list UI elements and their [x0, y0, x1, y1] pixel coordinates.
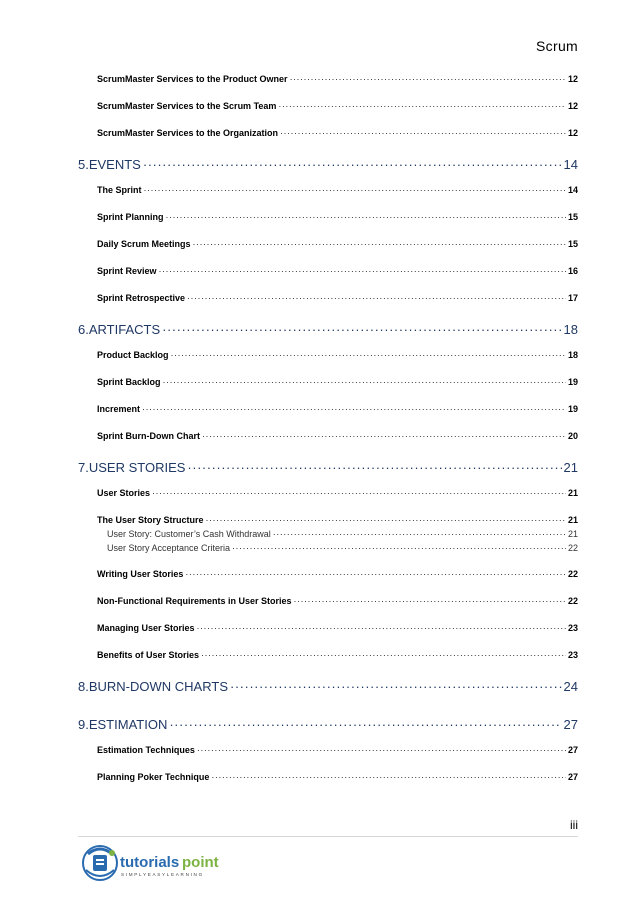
toc-leader-dots: [152, 488, 566, 498]
toc-entry-title: Sprint Review: [97, 266, 157, 276]
toc-leader-dots: [202, 431, 566, 441]
toc-entry-title: ScrumMaster Services to the Scrum Team: [97, 101, 277, 111]
toc-entry-title: Sprint Retrospective: [97, 293, 186, 303]
toc-section[interactable]: [78, 185, 578, 196]
toc-leader-dots: [159, 266, 566, 276]
toc-page-number: 16: [567, 266, 578, 276]
toc-page-number: 27: [567, 745, 578, 755]
toc-leader-dots: [193, 239, 566, 249]
toc-chapter[interactable]: [78, 679, 578, 699]
toc-entry-title: Sprint Backlog: [97, 377, 161, 387]
toc-page-number: 15: [567, 212, 578, 222]
page-header: Scrum: [536, 38, 578, 54]
toc-leader-dots: [163, 377, 566, 387]
toc-leader-dots: [211, 772, 566, 782]
toc-page-number: 14: [563, 157, 578, 172]
toc-chapter-number: 9.: [78, 717, 89, 732]
toc-section[interactable]: [78, 623, 578, 634]
toc-entry-title: Sprint Planning: [97, 212, 164, 222]
toc-entry-title: User Stories: [97, 488, 151, 498]
toc-leader-dots: [187, 293, 566, 303]
toc-chapter[interactable]: [78, 322, 578, 342]
toc-chapter-number: 6.: [78, 322, 89, 337]
logo-tagline: SIMPLYEASYLEARNING: [121, 872, 204, 877]
toc-section[interactable]: [78, 74, 578, 85]
footer-divider: [78, 836, 578, 837]
toc-page-number: 15: [567, 239, 578, 249]
toc-chapter-number: 7.: [78, 460, 89, 475]
toc-section[interactable]: [78, 650, 578, 661]
toc-leader-dots: [230, 679, 562, 694]
toc-section[interactable]: [78, 212, 578, 223]
toc-leader-dots: [185, 569, 566, 579]
logo-text-a: tutorials: [120, 854, 180, 871]
toc-leader-dots: [197, 623, 566, 633]
toc-section[interactable]: [78, 128, 578, 139]
toc-page-number: 21: [567, 488, 578, 498]
toc-section[interactable]: [78, 515, 578, 526]
toc-chapter[interactable]: [78, 717, 578, 737]
logo-text-b: point: [182, 854, 219, 871]
toc-page-number: 21: [567, 529, 578, 539]
toc-page-number: 12: [567, 101, 578, 111]
table-of-contents: [78, 74, 578, 783]
toc-entry-title: The User Story Structure: [97, 515, 204, 525]
toc-page-number: 12: [567, 74, 578, 84]
toc-leader-dots: [162, 322, 561, 337]
toc-entry-title: Estimation Techniques: [97, 745, 195, 755]
toc-entry-title: Sprint Burn-Down Chart: [97, 431, 200, 441]
toc-entry-title: Managing User Stories: [97, 623, 195, 633]
toc-chapter[interactable]: [78, 157, 578, 177]
toc-entry-title: ESTIMATION: [88, 717, 168, 732]
toc-page-number: 22: [567, 569, 578, 579]
toc-entry-title: User Story: Customer’s Cash Withdrawal: [107, 529, 271, 539]
toc-leader-dots: [206, 515, 566, 525]
toc-entry-title: Benefits of User Stories: [97, 650, 200, 660]
toc-entry-title: Daily Scrum Meetings: [97, 239, 191, 249]
toc-entry-title: Product Backlog: [97, 350, 169, 360]
toc-leader-dots: [142, 404, 566, 414]
toc-page-number: 18: [563, 322, 578, 337]
toc-entry-title: ScrumMaster Services to the Product Owner: [97, 74, 288, 84]
toc-leader-dots: [290, 74, 566, 84]
toc-entry-title: The Sprint: [97, 185, 142, 195]
toc-entry-title: BURN-DOWN CHARTS: [88, 679, 228, 694]
toc-leader-dots: [273, 529, 566, 539]
toc-leader-dots: [280, 128, 566, 138]
toc-page-number: 27: [563, 717, 578, 732]
toc-leader-dots: [278, 101, 566, 111]
toc-leader-dots: [171, 350, 566, 360]
toc-leader-dots: [294, 596, 566, 606]
toc-chapter-number: 5.: [78, 157, 89, 172]
toc-entry-title: Increment: [97, 404, 141, 414]
toc-page-number: 24: [563, 679, 578, 694]
toc-leader-dots: [187, 460, 561, 475]
tutorialspoint-logo: [78, 840, 238, 886]
toc-section[interactable]: [78, 431, 578, 442]
toc-entry-title: Non-Functional Requirements in User Stories: [97, 596, 292, 606]
toc-section[interactable]: [78, 266, 578, 277]
toc-section[interactable]: [78, 596, 578, 607]
toc-entry-title: Writing User Stories: [97, 569, 184, 579]
toc-page-number: 17: [567, 293, 578, 303]
toc-section[interactable]: [78, 745, 578, 756]
toc-subsection[interactable]: [78, 543, 578, 554]
toc-entry-title: User Story Acceptance Criteria: [107, 543, 231, 553]
toc-leader-dots: [166, 212, 566, 222]
toc-page-number: 23: [567, 623, 578, 633]
toc-chapter-number: 8.: [78, 679, 89, 694]
toc-entry-title: USER STORIES: [88, 460, 186, 475]
toc-leader-dots: [232, 543, 566, 553]
toc-page-number: 22: [567, 543, 578, 553]
toc-section[interactable]: [78, 350, 578, 361]
toc-page-number: 20: [567, 431, 578, 441]
toc-page-number: 27: [567, 772, 578, 782]
toc-page-number: 19: [567, 377, 578, 387]
toc-leader-dots: [144, 185, 566, 195]
toc-leader-dots: [169, 717, 561, 732]
toc-leader-dots: [197, 745, 566, 755]
toc-section[interactable]: [78, 488, 578, 499]
toc-section[interactable]: [78, 239, 578, 250]
toc-page-number: 22: [567, 596, 578, 606]
toc-entry-title: ARTIFACTS: [88, 322, 161, 337]
toc-page-number: 18: [567, 350, 578, 360]
toc-subsection[interactable]: [78, 529, 578, 540]
page-number: iii: [570, 818, 578, 832]
toc-section[interactable]: [78, 772, 578, 783]
toc-section[interactable]: [78, 569, 578, 580]
toc-section[interactable]: [78, 404, 578, 415]
toc-section[interactable]: [78, 293, 578, 304]
logo-icon: [83, 846, 117, 880]
toc-section[interactable]: [78, 377, 578, 388]
toc-entry-title: EVENTS: [88, 157, 141, 172]
toc-entry-title: ScrumMaster Services to the Organization: [97, 128, 279, 138]
toc-page-number: 21: [567, 515, 578, 525]
toc-page-number: 23: [567, 650, 578, 660]
toc-chapter[interactable]: [78, 460, 578, 480]
toc-page-number: 19: [567, 404, 578, 414]
toc-section[interactable]: [78, 101, 578, 112]
toc-page-number: 14: [567, 185, 578, 195]
toc-page-number: 21: [563, 460, 578, 475]
toc-leader-dots: [143, 157, 562, 172]
toc-leader-dots: [201, 650, 566, 660]
toc-entry-title: Planning Poker Technique: [97, 772, 210, 782]
toc-page-number: 12: [567, 128, 578, 138]
